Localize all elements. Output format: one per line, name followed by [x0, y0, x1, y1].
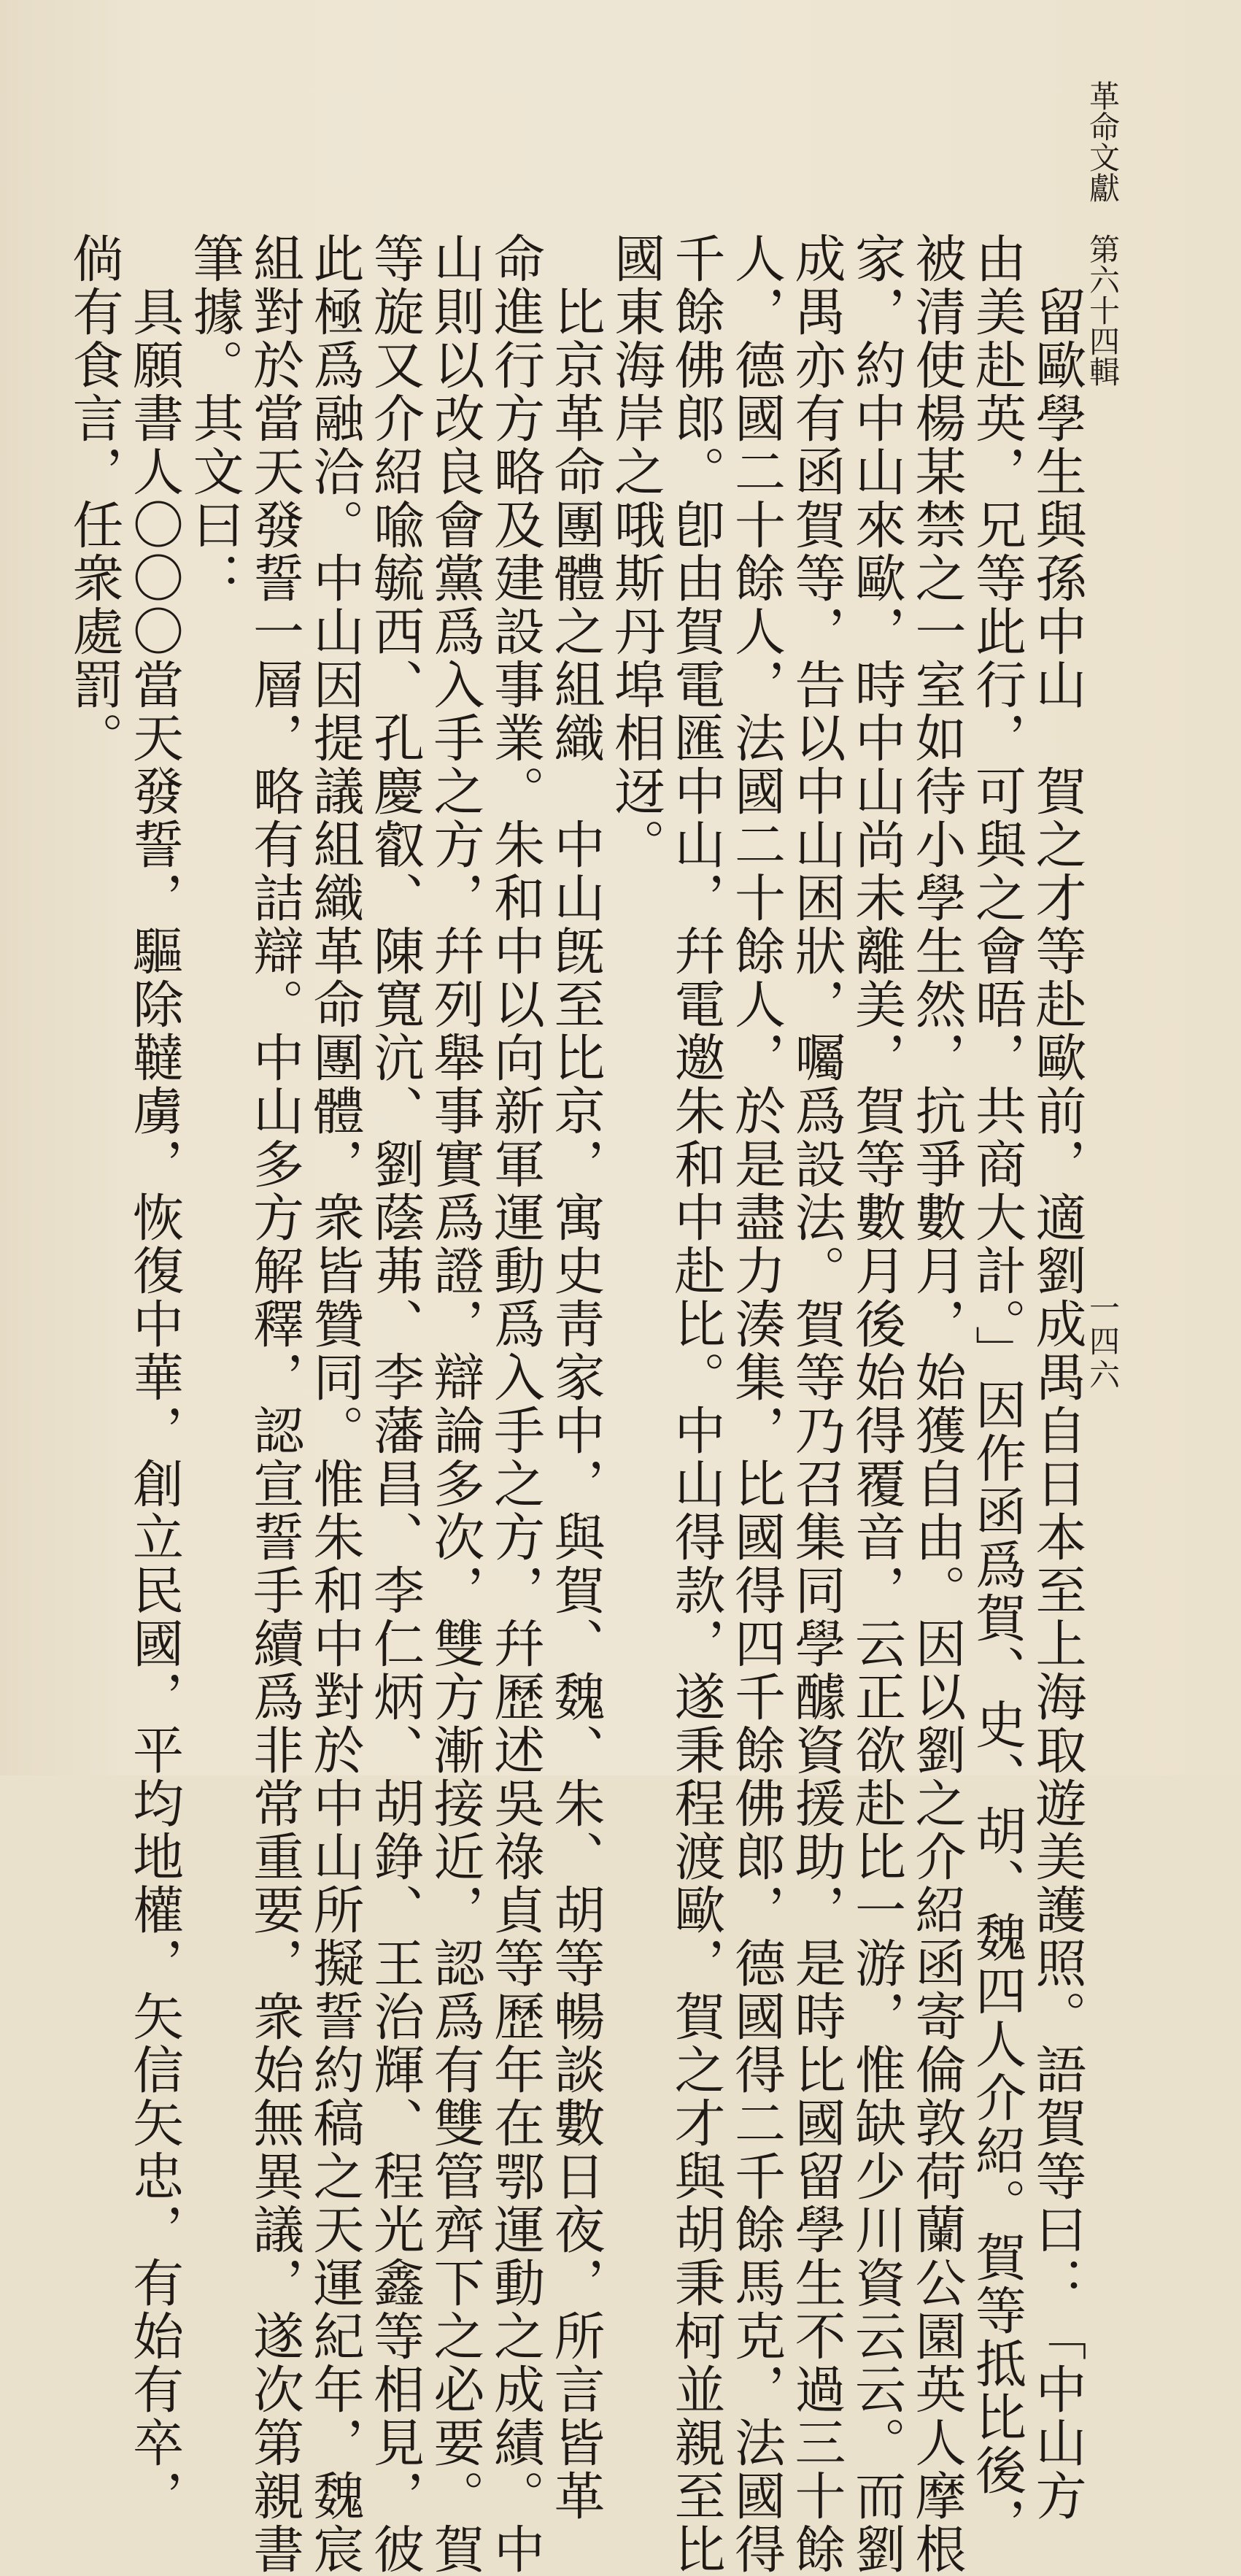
body-text: [64, 232, 1087, 2576]
running-title: 革命文獻 第六十四輯: [1085, 80, 1121, 387]
paragraph-brussels-organization: 比京革命團體之組織 中山旣至比京，寓史靑家中，與賀、魏、朱、胡等暢談數日夜，所言皆革 命進行方略及建設事業。朱和中以向新軍運動爲入手之方，幷歷述吳祿貞等歷年在鄂運動之成績。中 山則以改良會黨爲入手之方，幷列舉事實爲證，辯論多次，雙方漸接近，認爲有雙管齊下之必要。賀 等旋又介紹喩毓西、孔慶叡、陳寬沆、劉蔭茀、李藩昌、李仁炳、胡錚、王治輝、程光鑫等相見，彼 此極爲融洽。中山因提議組織革命團體，衆皆贊同。惟朱和中對於中山所擬誓約稿之天運紀年，魏宸 組對於當天發誓一層，略有詰辯。中山多方解釋，認宣誓手續爲非常重要，衆始無異議，遂次第親書 筆據。其文曰：: [185, 232, 606, 2576]
page-number: 一四六: [1085, 1292, 1121, 1392]
paragraph-oath-text: 具願書人〇〇〇當天發誓，驅除韃虜，恢復中華，創立民國，平均地權，矢信矢忠，有始有卒， 倘有食言，任衆處罰。: [64, 232, 185, 2523]
paragraph-students-and-sun: 留歐學生與孫中山 賀之才等赴歐前，適劉成禺自日本至上海取遊美護照。語賀等曰：「中山方 由美赴英，兄等此行，可與之會晤，共商大計。」因作函爲賀、史、胡、魏四人介紹。賀等抵比後， 被清使楊某禁之一室如待小學生然，抗爭數月，始獲自由。因以劉之介紹函寄倫敦荷蘭公園英人摩根 家，約中山來歐，時中山尚未離美，賀等數月後始得覆音，云正欲赴比一游，惟缺少川資云云。而劉 成禺亦有函賀等，告以中山困狀，囑爲設法。賀等乃召集同學醵資援助，是時比國留學生不過三十餘 人，德國二十餘人，法國二十餘人，於是盡力湊集，比國得四千餘佛郎，德國得二千餘馬克，法國得 千餘佛郎。卽由賀電匯中山，幷電邀朱和中赴比。中山得款，遂秉程渡歐，賀之才與胡秉柯並親至比 國東海岸之哦斯丹埠相迓。: [606, 232, 1087, 2576]
